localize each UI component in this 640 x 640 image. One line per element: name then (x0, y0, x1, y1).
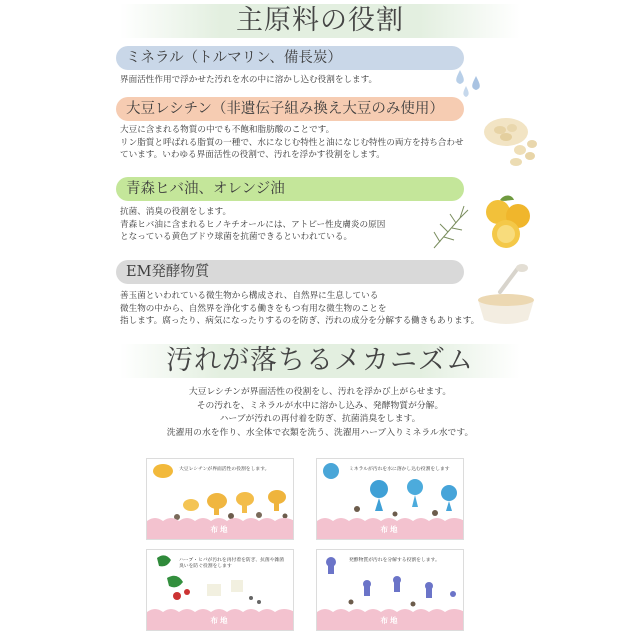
ingredient-desc-hiba-orange: 抗菌、消臭の役割をします。 青森ヒバ油に含まれるヒノキチオールには、アトピー性皮膚炎の原因 となっている黄色ブドウ球菌を抗菌できるといわれている。 (120, 207, 386, 242)
fabric-label: 布地 (210, 525, 230, 534)
fabric-label: 布地 (380, 616, 400, 625)
mechanism-panel-mineral: ミネラルが汚れを水に溶かし込む役割をします 布地 (316, 458, 464, 540)
fermented-bowl-icon (470, 262, 540, 332)
mechanism-panel-fermentation: 発酵物質が汚れを分解する役割をします。 布地 (316, 549, 464, 631)
mechanism-panel-lecithin: 大豆レシチンが界面活性の役割をします。 布地 (146, 458, 294, 540)
ingredient-heading-hiba-orange: 青森ヒバ油、オレンジ油 (116, 177, 464, 201)
ingredients-title: 主原料の役割 (120, 4, 520, 38)
mechanism-description: 大豆レシチンが界面活性の役割をし、汚れを浮かび上がらせます。 その汚れを、ミネラルが水中に溶かし込み、発酵物質が分解。 ハーブが汚れの再付着を防ぎ、抗菌消臭をします。 洗濯用の水を作り、水全体で衣類を洗う、洗濯用ハーブ入りミネラル水です。 (166, 387, 474, 438)
ingredient-desc-em: 善玉菌といわれている微生物から構成され、自然界に生息している 微生物の中から、自然界を浄化する働きをもつ有用な微生物のことを 指します。腐ったり、病気になったりするのを防ぎ、汚れの成分を分解する働きもあります。 (120, 291, 480, 326)
ingredient-desc-lecithin: 大豆に含まれる物質の中でも不飽和脂肪酸のことです。 リン脂質と呼ばれる脂質の一種で、水になじむ特性と油になじむ特性の両方を持ち合わせ ています。いわゆる界面活性の役割で、汚れを浮かす役割をします。 (120, 125, 464, 160)
soybeans-icon (476, 110, 540, 174)
fabric-label: 布地 (210, 616, 230, 625)
ingredient-desc-mineral: 界面活性作用で浮かせた汚れを水の中に溶かし込む役割をします。 (120, 75, 378, 85)
fabric-label: 布地 (380, 525, 400, 534)
ingredient-heading-em: EM発酵物質 (116, 260, 464, 284)
hiba-and-orange-icon (430, 188, 540, 252)
ingredient-heading-mineral: ミネラル（トルマリン、備長炭） (116, 46, 464, 70)
mechanism-panel-herb: ハーブ・ヒバが汚れを再付着を防ぎ、抗菌や雑菌臭いを防ぐ役割をします 布地 (146, 549, 294, 631)
mechanism-title: 汚れが落ちるメカニズム (120, 344, 520, 378)
ingredient-heading-lecithin: 大豆レシチン（非遺伝子組み換え大豆のみ使用） (116, 97, 464, 121)
